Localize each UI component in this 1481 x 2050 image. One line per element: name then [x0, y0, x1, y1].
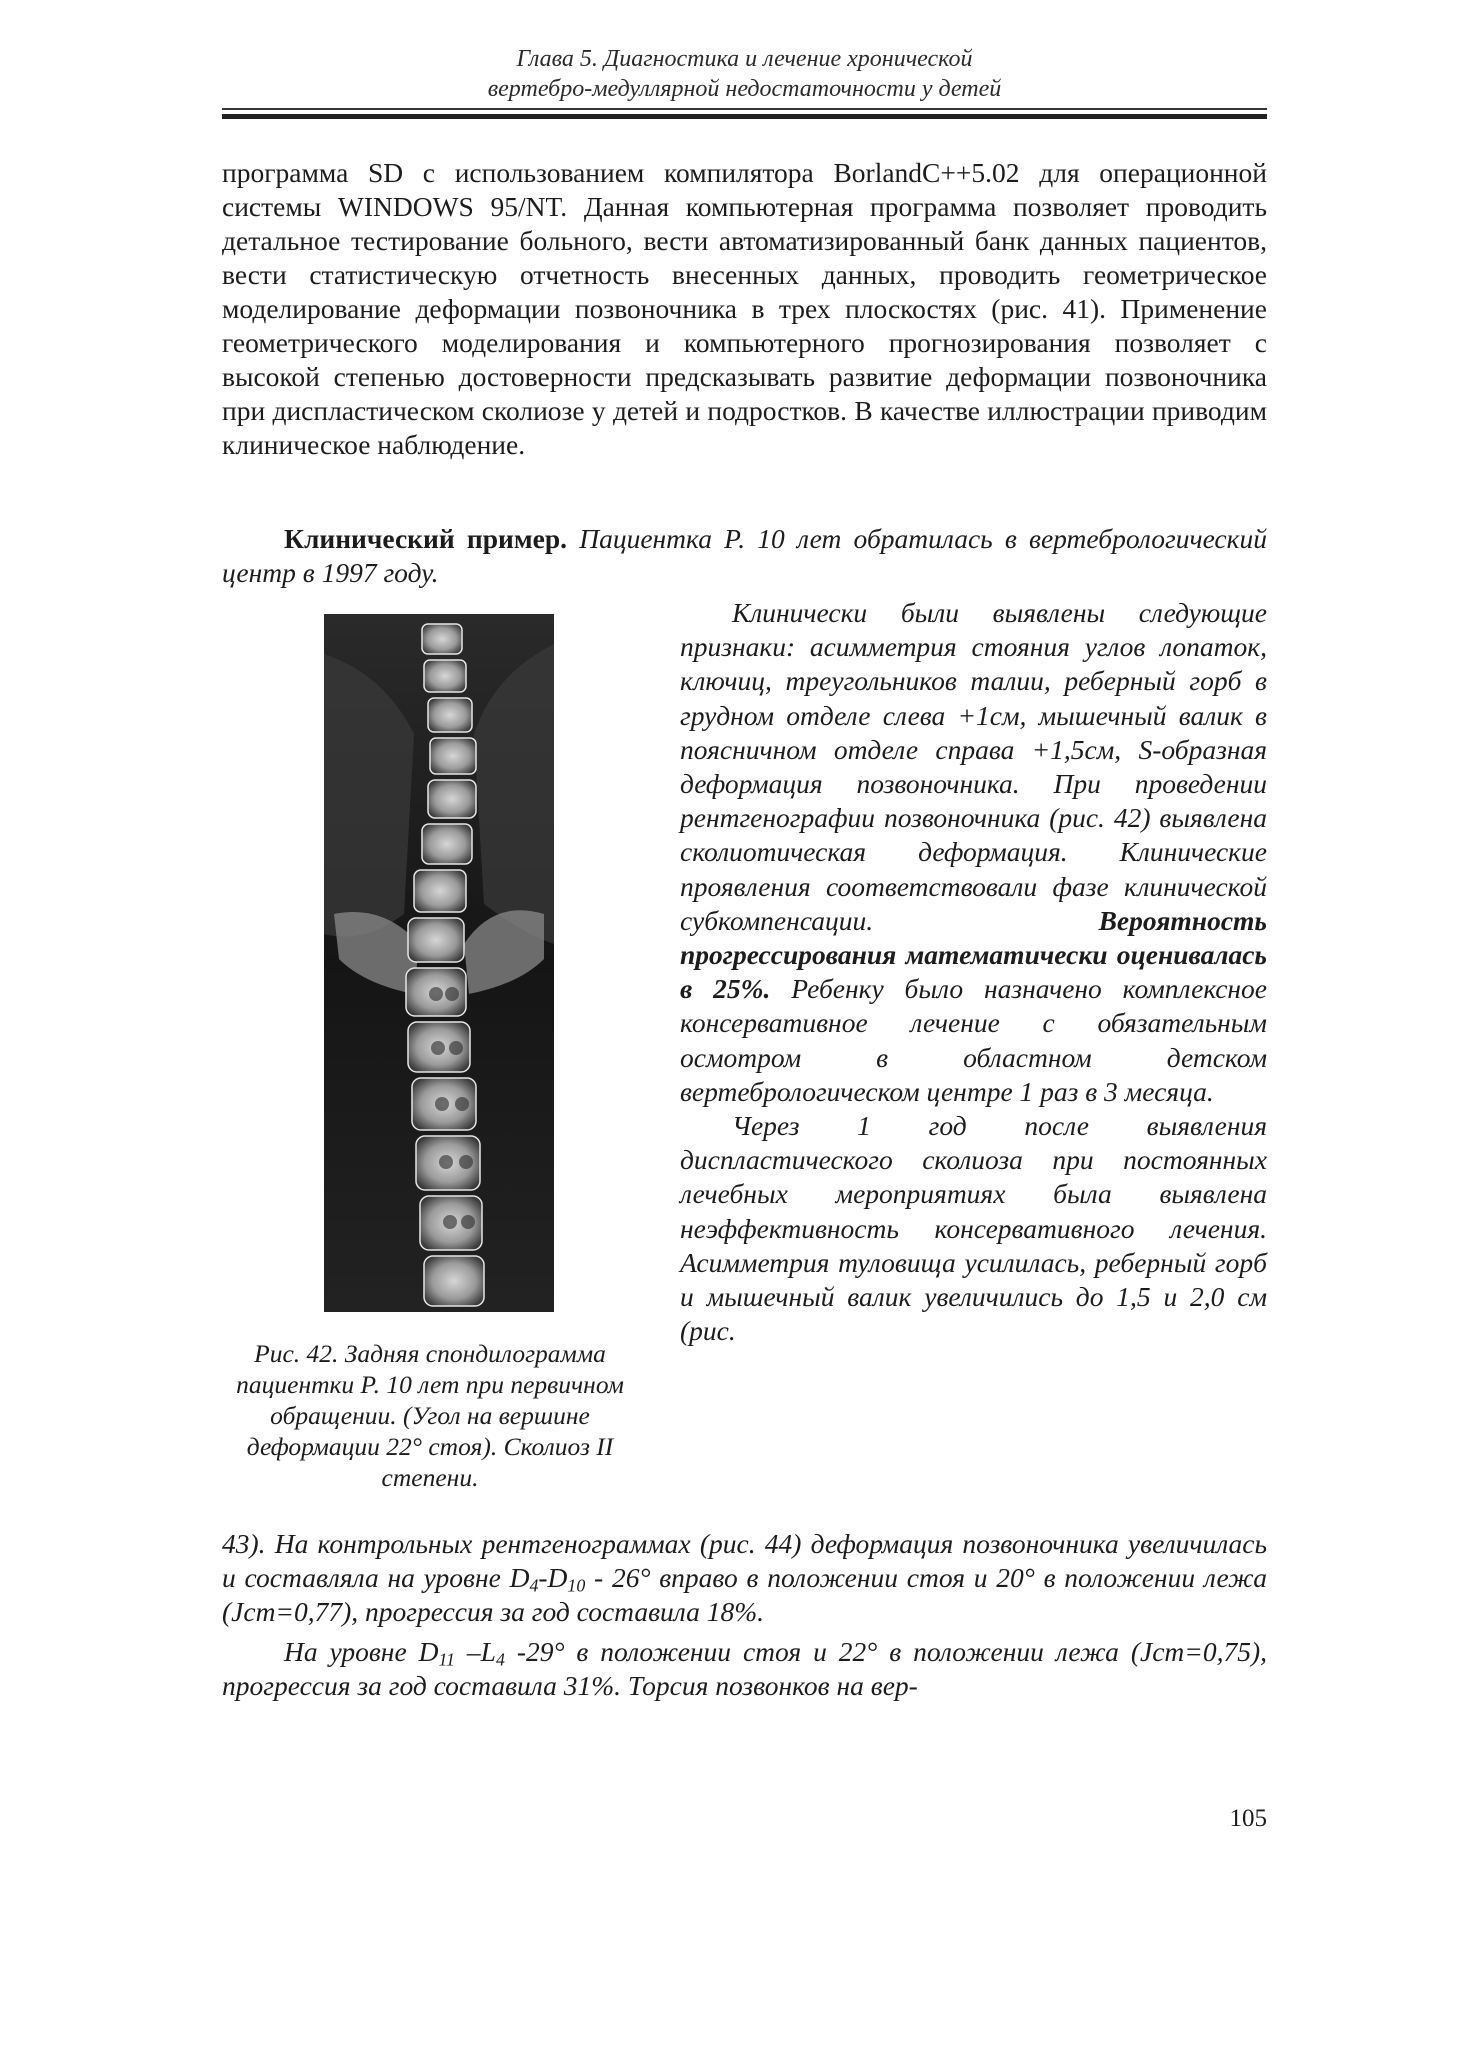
lumbar-text-c: -29° в положении стоя и 22° в положении лежа (Jcm=0,75), прогрессия за год составила 31%. Торсия позвонков на вер- [222, 1636, 1267, 1701]
figure-caption: Рис. 42. Задняя спондилограмма пациентки Р. 10 лет при первичном обращении. (Угол на вершине деформации 22° стоя). Сколиоз II степени. [236, 1339, 624, 1492]
running-header-line-2: вертебро-медуллярной недостаточности у детей [487, 76, 1002, 102]
clinical-case-label: Клинический пример [284, 523, 561, 554]
lumbar-sub-a: 11 [438, 1649, 455, 1670]
followup-sub-b: 10 [567, 1575, 586, 1596]
findings-text-1: Клинически были выявлены следующие признаки: асимметрия стояния углов лопаток, ключиц, треугольников талии, реберный горб в грудном отделе слева +1см, мышечный валик в поясничном отделе справа +1,5см, S-образная деформация позвоночника. При проведении рентгенографии позвоночника (рис. 42) выявлена сколиотическая деформация. Клинические проявления соответствовали фазе клинической субкомпенсации. [680, 597, 1267, 936]
clinical-case-label-dot: . [560, 523, 567, 554]
lower-text [222, 1527, 1267, 1709]
spondylogram-image [324, 614, 554, 1312]
page-number: 105 [1229, 1805, 1267, 1832]
followup-text-c: - 26° вправо в положении стоя и 20° в положении лежа (Jcm=0,77), прогрессия за год составила 18%. [222, 1562, 1268, 1627]
lumbar-sub-b: 4 [495, 1649, 505, 1670]
running-header [222, 44, 1267, 104]
header-rule-thin [222, 108, 1267, 110]
running-header-line-1: Глава 5. Диагностика и лечение хронической [516, 46, 973, 72]
header-rule-thick [222, 114, 1267, 119]
spine-xray-illustration [324, 614, 554, 1312]
findings-column [680, 596, 1267, 1348]
clinical-case-intro: Пациентка Р. 10 лет обратилась в вертебрологический центр в 1997 году. [222, 523, 1267, 588]
clinical-case-paragraph [222, 522, 1267, 590]
intro-paragraph: программа SD с использованием компилятора BorlandC++5.02 для операционной системы WINDOWS 95/NT. Данная компьютерная программа позволяет проводить детальное тестирование больного, вести автоматизированный банк данных пациентов, вести статистическую отчетность внесенных данных, проводить геометрическое моделирование деформации позвоночника в трех плоскостях (рис. 41). Применение геометрического моделирования и компьютерного прогнозирования позволяет с высокой степенью достоверности предсказывать развитие деформации позвоночника при диспластическом сколиозе у детей и подростков. В качестве иллюстрации приводим клиническое наблюдение. [222, 157, 1267, 460]
lumbar-text-b: –L [455, 1636, 496, 1667]
followup-sub-a: 4 [529, 1575, 539, 1596]
followup-column-paragraph: Через 1 год после выявления диспластического сколиоза при постоянных лечебных мероприятиях была выявлена неэффективность консервативного лечения. Асимметрия туловища усилилась, реберный горб и мышечный валик увеличились до 1,5 и 2,0 см (рис. [680, 1110, 1267, 1347]
followup-text-b: -D [538, 1562, 568, 1593]
findings-text-2: Ребенку было назначено комплексное консервативное лечение с обязательным осмотром в областном детском вертебрологическом центре 1 раз в 3 месяца. [680, 973, 1267, 1107]
findings-paragraph [680, 596, 1267, 1109]
followup-continuation [222, 1527, 1267, 1629]
lumbar-paragraph [222, 1635, 1267, 1703]
lumbar-text-a: На уровне D [284, 1636, 439, 1667]
followup-text-a: 43). На контрольных рентгенограммах (рис. 44) деформация позвоночника увеличилась и составляла на уровне D [222, 1528, 1267, 1593]
findings-bold-probability: Вероятность прогрессирования математически оценивалась в 25%. [680, 904, 1267, 1005]
